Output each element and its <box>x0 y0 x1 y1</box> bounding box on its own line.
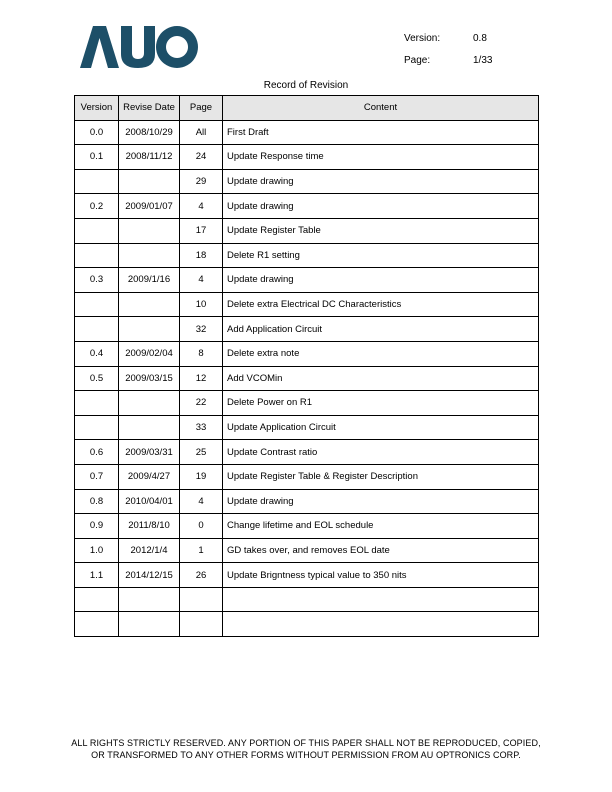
cell-version <box>75 317 119 342</box>
cell-revise-date <box>119 587 180 612</box>
cell-content: Update Register Table <box>223 218 539 243</box>
cell-page: 4 <box>180 268 223 293</box>
revision-table <box>74 95 539 637</box>
page-row <box>404 50 514 72</box>
table-row <box>75 120 539 145</box>
cell-version <box>75 587 119 612</box>
cell-version: 0.8 <box>75 489 119 514</box>
cell-content: Update Contrast ratio <box>223 440 539 465</box>
table-row <box>75 563 539 588</box>
table-row <box>75 440 539 465</box>
cell-revise-date: 2010/04/01 <box>119 489 180 514</box>
cell-version <box>75 391 119 416</box>
cell-content: Update Brigntness typical value to 350 nits <box>223 563 539 588</box>
cell-revise-date: 2011/8/10 <box>119 514 180 539</box>
cell-content: Add Application Circuit <box>223 317 539 342</box>
cell-content: First Draft <box>223 120 539 145</box>
cell-revise-date <box>119 243 180 268</box>
cell-revise-date: 2009/03/15 <box>119 366 180 391</box>
cell-content: Update Register Table & Register Description <box>223 464 539 489</box>
cell-version: 0.6 <box>75 440 119 465</box>
column-header-page: Page <box>180 96 223 121</box>
page-title: Record of Revision <box>263 80 349 91</box>
table-row <box>75 145 539 170</box>
cell-revise-date: 2009/03/31 <box>119 440 180 465</box>
cell-revise-date: 2008/10/29 <box>119 120 180 145</box>
cell-version: 1.1 <box>75 563 119 588</box>
page-value: 1/33 <box>473 55 493 66</box>
auo-logo <box>80 26 198 68</box>
table-row <box>75 243 539 268</box>
cell-version <box>75 292 119 317</box>
auo-logo-mark <box>80 26 198 68</box>
column-header-content: Content <box>223 96 539 121</box>
table-row <box>75 415 539 440</box>
cell-version <box>75 169 119 194</box>
cell-page: 0 <box>180 514 223 539</box>
cell-revise-date: 2008/11/12 <box>119 145 180 170</box>
cell-content: Update drawing <box>223 268 539 293</box>
page-label: Page: <box>404 55 431 66</box>
cell-revise-date <box>119 317 180 342</box>
revision-table-body <box>75 120 539 636</box>
cell-revise-date: 2014/12/15 <box>119 563 180 588</box>
cell-content <box>223 587 539 612</box>
table-row <box>75 464 539 489</box>
cell-version: 0.5 <box>75 366 119 391</box>
cell-version <box>75 415 119 440</box>
cell-content: Delete Power on R1 <box>223 391 539 416</box>
version-value: 0.8 <box>473 33 487 44</box>
table-row <box>75 538 539 563</box>
cell-version: 0.9 <box>75 514 119 539</box>
table-row <box>75 341 539 366</box>
copyright-footer <box>0 737 612 761</box>
cell-page: 26 <box>180 563 223 588</box>
cell-version <box>75 243 119 268</box>
cell-revise-date: 2009/4/27 <box>119 464 180 489</box>
table-row <box>75 218 539 243</box>
cell-revise-date: 2012/1/4 <box>119 538 180 563</box>
cell-version: 0.1 <box>75 145 119 170</box>
cell-page: 22 <box>180 391 223 416</box>
cell-content: Delete R1 setting <box>223 243 539 268</box>
cell-page: 33 <box>180 415 223 440</box>
cell-revise-date <box>119 218 180 243</box>
cell-version <box>75 612 119 637</box>
cell-content: Update Application Circuit <box>223 415 539 440</box>
cell-version: 0.3 <box>75 268 119 293</box>
cell-page: 25 <box>180 440 223 465</box>
cell-page: 18 <box>180 243 223 268</box>
cell-revise-date <box>119 612 180 637</box>
cell-content: Update drawing <box>223 169 539 194</box>
cell-page: 1 <box>180 538 223 563</box>
cell-revise-date: 2009/01/07 <box>119 194 180 219</box>
version-row <box>404 28 514 50</box>
table-row <box>75 587 539 612</box>
cell-content: Change lifetime and EOL schedule <box>223 514 539 539</box>
cell-revise-date: 2009/02/04 <box>119 341 180 366</box>
cell-revise-date: 2009/1/16 <box>119 268 180 293</box>
cell-content: Delete extra Electrical DC Characteristics <box>223 292 539 317</box>
table-row <box>75 514 539 539</box>
column-header-version: Version <box>75 96 119 121</box>
cell-content: Add VCOMin <box>223 366 539 391</box>
table-row <box>75 366 539 391</box>
cell-content <box>223 612 539 637</box>
cell-page: 29 <box>180 169 223 194</box>
cell-revise-date <box>119 169 180 194</box>
column-header-revise-date: Revise Date <box>119 96 180 121</box>
cell-version: 1.0 <box>75 538 119 563</box>
cell-page <box>180 587 223 612</box>
cell-content: Delete extra note <box>223 341 539 366</box>
cell-page: 4 <box>180 194 223 219</box>
cell-content: Update drawing <box>223 194 539 219</box>
table-row <box>75 268 539 293</box>
cell-page: 8 <box>180 341 223 366</box>
cell-version: 0.2 <box>75 194 119 219</box>
table-row <box>75 612 539 637</box>
cell-revise-date <box>119 415 180 440</box>
table-header-row <box>75 96 539 121</box>
cell-version <box>75 218 119 243</box>
cell-version: 0.4 <box>75 341 119 366</box>
cell-page: 24 <box>180 145 223 170</box>
table-row <box>75 391 539 416</box>
footer-line-2: OR TRANSFORMED TO ANY OTHER FORMS WITHOUT PERMISSION FROM AU OPTRONICS CORP. <box>91 750 521 760</box>
cell-version: 0.0 <box>75 120 119 145</box>
cell-page: 4 <box>180 489 223 514</box>
cell-page: 12 <box>180 366 223 391</box>
cell-page <box>180 612 223 637</box>
footer-line-1: ALL RIGHTS STRICTLY RESERVED. ANY PORTION OF THIS PAPER SHALL NOT BE REPRODUCED, COPIED, <box>71 738 541 748</box>
cell-page: 10 <box>180 292 223 317</box>
cell-page: 32 <box>180 317 223 342</box>
cell-content: Update drawing <box>223 489 539 514</box>
cell-revise-date <box>119 292 180 317</box>
table-row <box>75 489 539 514</box>
cell-content: GD takes over, and removes EOL date <box>223 538 539 563</box>
version-label: Version: <box>404 33 441 44</box>
table-row <box>75 169 539 194</box>
cell-page: 17 <box>180 218 223 243</box>
cell-revise-date <box>119 391 180 416</box>
table-row <box>75 292 539 317</box>
cell-version: 0.7 <box>75 464 119 489</box>
table-row <box>75 317 539 342</box>
cell-page: All <box>180 120 223 145</box>
document-meta <box>404 28 514 72</box>
cell-page: 19 <box>180 464 223 489</box>
cell-content: Update Response time <box>223 145 539 170</box>
table-row <box>75 194 539 219</box>
